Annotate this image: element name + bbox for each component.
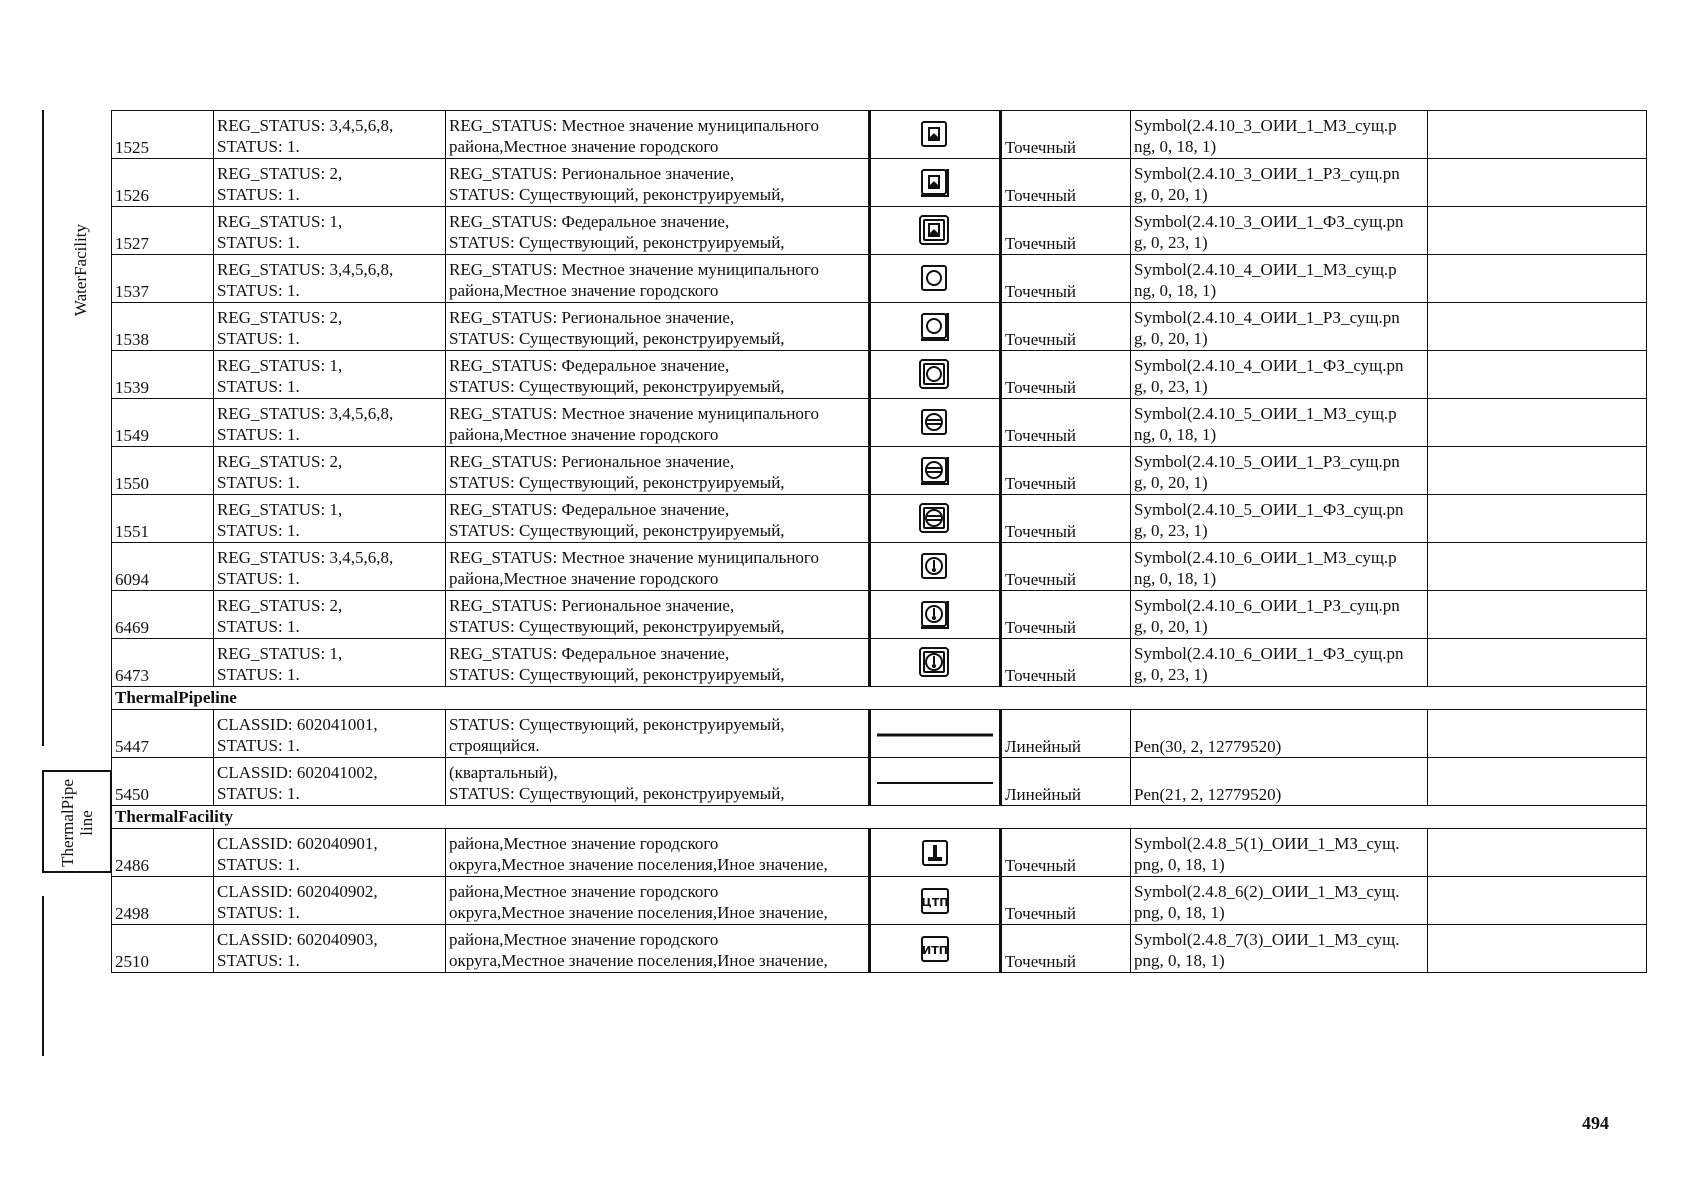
water-facility-6-local-icon <box>917 555 953 574</box>
description-line2: STATUS: Существующий, реконструируемый, <box>449 473 785 492</box>
row-id: 1537 <box>112 255 214 303</box>
style-line1: Symbol(2.4.10_6_ОИИ_1_РЗ_сущ.pn <box>1134 596 1400 615</box>
row-description <box>446 255 870 303</box>
table-row <box>112 495 1647 543</box>
svg-text:ИТП: ИТП <box>922 943 948 957</box>
row-description <box>446 543 870 591</box>
row-id: 5447 <box>112 710 214 758</box>
table-row <box>112 925 1647 973</box>
description-line1: района,Местное значение городского <box>449 834 719 853</box>
row-symbol <box>870 351 1001 399</box>
description-line2: района,Местное значение городского <box>449 425 719 444</box>
row-description <box>446 710 870 758</box>
water-facility-3-federal-icon <box>917 219 953 238</box>
thermal-facility-rows <box>112 829 1647 973</box>
thermal-pipe-label-line2: line <box>77 810 96 836</box>
row-description <box>446 207 870 255</box>
description-line1: REG_STATUS: Федеральное значение, <box>449 212 730 231</box>
row-id: 2510 <box>112 925 214 973</box>
condition-line1: REG_STATUS: 1, <box>217 644 343 663</box>
row-symbol <box>870 495 1001 543</box>
table-row <box>112 255 1647 303</box>
row-extra <box>1428 399 1647 447</box>
water-facility-5-federal-icon <box>917 507 953 526</box>
style-line1: Symbol(2.4.10_4_ОИИ_1_ФЗ_сущ.pn <box>1134 356 1404 375</box>
row-symbol <box>870 399 1001 447</box>
row-condition <box>214 111 446 159</box>
description-line1: (квартальный), <box>449 763 558 782</box>
condition-line2: STATUS: 1. <box>217 617 300 636</box>
description-line1: STATUS: Существующий, реконструируемый, <box>449 715 785 734</box>
row-extra <box>1428 351 1647 399</box>
row-extra <box>1428 591 1647 639</box>
condition-line2: STATUS: 1. <box>217 329 300 348</box>
row-symbol <box>870 303 1001 351</box>
description-line1: района,Местное значение городского <box>449 930 719 949</box>
row-id: 1549 <box>112 399 214 447</box>
description-line1: REG_STATUS: Федеральное значение, <box>449 500 730 519</box>
style-line1: Symbol(2.4.10_4_ОИИ_1_РЗ_сущ.pn <box>1134 308 1400 327</box>
row-geometry: Точечный <box>1001 591 1131 639</box>
row-id: 6473 <box>112 639 214 687</box>
description-line2: STATUS: Существующий, реконструируемый, <box>449 329 785 348</box>
description-line2: округа,Местное значение поселения,Иное значение, <box>449 903 828 922</box>
row-extra <box>1428 111 1647 159</box>
section-row-thermal-pipeline <box>112 687 1647 710</box>
style-line2: g, 0, 20, 1) <box>1134 617 1208 636</box>
description-line2: района,Местное значение городского <box>449 281 719 300</box>
description-line2: района,Местное значение городского <box>449 569 719 588</box>
condition-line1: REG_STATUS: 3,4,5,6,8, <box>217 548 394 567</box>
row-geometry: Точечный <box>1001 925 1131 973</box>
row-extra <box>1428 829 1647 877</box>
row-extra <box>1428 877 1647 925</box>
style-line2: g, 0, 23, 1) <box>1134 521 1208 540</box>
style-line1: Symbol(2.4.10_3_ОИИ_1_РЗ_сущ.pn <box>1134 164 1400 183</box>
row-symbol <box>870 829 1001 877</box>
description-line1: REG_STATUS: Местное значение муниципального <box>449 260 819 279</box>
row-symbol <box>870 710 1001 758</box>
condition-line1: REG_STATUS: 3,4,5,6,8, <box>217 404 394 423</box>
row-style <box>1131 591 1428 639</box>
water-facility-5-regional-icon <box>917 459 953 478</box>
row-condition <box>214 495 446 543</box>
thermal-pipe-label-line1: ThermalPipe <box>58 779 77 867</box>
row-extra <box>1428 710 1647 758</box>
description-line1: REG_STATUS: Региональное значение, <box>449 452 735 471</box>
row-description <box>446 495 870 543</box>
style-line2: g, 0, 20, 1) <box>1134 473 1208 492</box>
row-condition <box>214 710 446 758</box>
style-line1: Symbol(2.4.8_7(3)_ОИИ_1_МЗ_сущ. <box>1134 930 1400 949</box>
row-description <box>446 447 870 495</box>
description-line2: STATUS: Существующий, реконструируемый, <box>449 521 785 540</box>
description-line2: STATUS: Существующий, реконструируемый, <box>449 617 785 636</box>
condition-line2: STATUS: 1. <box>217 903 300 922</box>
condition-line1: REG_STATUS: 3,4,5,6,8, <box>217 260 394 279</box>
row-symbol <box>870 447 1001 495</box>
svg-text:ЦТП: ЦТП <box>921 895 949 909</box>
style-line2: png, 0, 18, 1) <box>1134 903 1225 922</box>
description-line1: REG_STATUS: Местное значение муниципального <box>449 548 819 567</box>
row-geometry: Точечный <box>1001 495 1131 543</box>
row-description <box>446 111 870 159</box>
style-line2: ng, 0, 18, 1) <box>1134 281 1217 300</box>
condition-line2: STATUS: 1. <box>217 951 300 970</box>
table-row <box>112 207 1647 255</box>
row-condition <box>214 351 446 399</box>
row-description <box>446 159 870 207</box>
row-condition <box>214 303 446 351</box>
row-symbol <box>870 591 1001 639</box>
condition-line2: STATUS: 1. <box>217 784 300 803</box>
thin-line-icon <box>875 771 995 790</box>
condition-line2: STATUS: 1. <box>217 425 300 444</box>
table-row <box>112 758 1647 806</box>
table-row <box>112 399 1647 447</box>
condition-line2: STATUS: 1. <box>217 473 300 492</box>
row-description <box>446 758 870 806</box>
water-facility-3-regional-icon <box>917 171 953 190</box>
row-geometry: Линейный <box>1001 758 1131 806</box>
row-id: 2498 <box>112 877 214 925</box>
table-row <box>112 591 1647 639</box>
row-style <box>1131 543 1428 591</box>
style-line2: g, 0, 23, 1) <box>1134 665 1208 684</box>
row-condition <box>214 591 446 639</box>
style-line1: Symbol(2.4.10_6_ОИИ_1_ФЗ_сущ.pn <box>1134 644 1404 663</box>
water-facility-group-label: WaterFacility <box>71 223 90 317</box>
row-extra <box>1428 543 1647 591</box>
row-geometry: Точечный <box>1001 255 1131 303</box>
table-row <box>112 447 1647 495</box>
condition-line1: REG_STATUS: 2, <box>217 308 343 327</box>
row-id: 6469 <box>112 591 214 639</box>
row-geometry: Точечный <box>1001 877 1131 925</box>
style-line2: png, 0, 18, 1) <box>1134 855 1225 874</box>
condition-line2: STATUS: 1. <box>217 137 300 156</box>
description-line2: района,Местное значение городского <box>449 137 719 156</box>
style-line2: ng, 0, 18, 1) <box>1134 137 1217 156</box>
condition-line2: STATUS: 1. <box>217 233 300 252</box>
table-row <box>112 351 1647 399</box>
description-line1: REG_STATUS: Федеральное значение, <box>449 356 730 375</box>
condition-line2: STATUS: 1. <box>217 736 300 755</box>
condition-line2: STATUS: 1. <box>217 855 300 874</box>
row-style <box>1131 207 1428 255</box>
row-id: 1539 <box>112 351 214 399</box>
row-description <box>446 877 870 925</box>
row-geometry: Точечный <box>1001 159 1131 207</box>
condition-line1: REG_STATUS: 1, <box>217 356 343 375</box>
row-geometry: Точечный <box>1001 447 1131 495</box>
row-style <box>1131 925 1428 973</box>
condition-line2: STATUS: 1. <box>217 185 300 204</box>
table-row <box>112 710 1647 758</box>
style-line2: g, 0, 20, 1) <box>1134 185 1208 204</box>
row-id: 2486 <box>112 829 214 877</box>
row-style <box>1131 303 1428 351</box>
row-style <box>1131 877 1428 925</box>
section-title-thermal-pipeline: ThermalPipeline <box>112 687 1647 710</box>
row-condition <box>214 877 446 925</box>
itp-icon <box>918 937 952 956</box>
condition-line1: REG_STATUS: 3,4,5,6,8, <box>217 116 394 135</box>
row-condition <box>214 639 446 687</box>
description-line1: REG_STATUS: Региональное значение, <box>449 164 735 183</box>
style-line1: Symbol(2.4.8_6(2)_ОИИ_1_МЗ_сущ. <box>1134 882 1400 901</box>
description-line1: REG_STATUS: Местное значение муниципального <box>449 404 819 423</box>
row-extra <box>1428 447 1647 495</box>
condition-line2: STATUS: 1. <box>217 377 300 396</box>
table-row <box>112 543 1647 591</box>
style-line2: png, 0, 18, 1) <box>1134 951 1225 970</box>
row-symbol <box>870 159 1001 207</box>
row-condition <box>214 447 446 495</box>
row-id: 1538 <box>112 303 214 351</box>
row-id: 1551 <box>112 495 214 543</box>
row-id: 1527 <box>112 207 214 255</box>
row-symbol <box>870 639 1001 687</box>
thermal-pipeline-rows <box>112 710 1647 806</box>
condition-line1: CLASSID: 602041001, <box>217 715 378 734</box>
water-facility-6-regional-icon <box>917 603 953 622</box>
row-style <box>1131 829 1428 877</box>
row-description <box>446 829 870 877</box>
row-extra <box>1428 495 1647 543</box>
style-line1: Symbol(2.4.8_5(1)_ОИИ_1_МЗ_сущ. <box>1134 834 1400 853</box>
water-facility-3-local-icon <box>917 123 953 142</box>
row-condition <box>214 399 446 447</box>
row-id: 5450 <box>112 758 214 806</box>
row-symbol <box>870 543 1001 591</box>
style-line1: Symbol(2.4.10_4_ОИИ_1_МЗ_сущ.p <box>1134 260 1397 279</box>
style-line2: g, 0, 20, 1) <box>1134 329 1208 348</box>
row-geometry: Точечный <box>1001 207 1131 255</box>
row-geometry: Точечный <box>1001 543 1131 591</box>
description-line1: REG_STATUS: Региональное значение, <box>449 596 735 615</box>
water-facility-5-local-icon <box>917 411 953 430</box>
boiler-house-icon <box>918 841 952 860</box>
table-row <box>112 303 1647 351</box>
water-facility-4-regional-icon <box>917 315 953 334</box>
table-row <box>112 877 1647 925</box>
row-symbol <box>870 207 1001 255</box>
row-condition <box>214 159 446 207</box>
row-extra <box>1428 303 1647 351</box>
description-line2: STATUS: Существующий, реконструируемый, <box>449 185 785 204</box>
row-extra <box>1428 255 1647 303</box>
condition-line2: STATUS: 1. <box>217 665 300 684</box>
row-extra <box>1428 159 1647 207</box>
condition-line2: STATUS: 1. <box>217 281 300 300</box>
row-description <box>446 639 870 687</box>
row-id: 1526 <box>112 159 214 207</box>
row-symbol <box>870 255 1001 303</box>
water-facility-4-local-icon <box>917 267 953 286</box>
style-line1: Symbol(2.4.10_3_ОИИ_1_МЗ_сущ.p <box>1134 116 1397 135</box>
row-style <box>1131 639 1428 687</box>
row-geometry: Точечный <box>1001 303 1131 351</box>
row-condition <box>214 255 446 303</box>
water-facility-group-line <box>42 110 44 746</box>
description-line2: округа,Местное значение поселения,Иное значение, <box>449 855 828 874</box>
row-geometry: Точечный <box>1001 639 1131 687</box>
row-extra <box>1428 925 1647 973</box>
style-line1: Symbol(2.4.10_3_ОИИ_1_ФЗ_сущ.pn <box>1134 212 1404 231</box>
row-style <box>1131 111 1428 159</box>
row-condition <box>214 543 446 591</box>
row-description <box>446 399 870 447</box>
thermal-pipe-group-label <box>58 773 96 873</box>
row-style <box>1131 159 1428 207</box>
row-symbol <box>870 877 1001 925</box>
row-id: 1525 <box>112 111 214 159</box>
description-line2: строящийся. <box>449 736 540 755</box>
row-geometry: Точечный <box>1001 111 1131 159</box>
description-line1: района,Местное значение городского <box>449 882 719 901</box>
description-line2: округа,Местное значение поселения,Иное значение, <box>449 951 828 970</box>
style-line1: Pen(30, 2, 12779520) <box>1134 737 1282 756</box>
style-line2: ng, 0, 18, 1) <box>1134 569 1217 588</box>
condition-line2: STATUS: 1. <box>217 569 300 588</box>
condition-line1: REG_STATUS: 1, <box>217 212 343 231</box>
row-extra <box>1428 207 1647 255</box>
condition-line2: STATUS: 1. <box>217 521 300 540</box>
thick-line-icon <box>875 723 995 742</box>
style-line1: Pen(21, 2, 12779520) <box>1134 785 1282 804</box>
page-number: 494 <box>1582 1113 1609 1133</box>
row-style <box>1131 710 1428 758</box>
row-style <box>1131 495 1428 543</box>
ctp-icon <box>918 889 952 908</box>
table-row <box>112 829 1647 877</box>
water-facility-6-federal-icon <box>917 651 953 670</box>
description-line1: REG_STATUS: Федеральное значение, <box>449 644 730 663</box>
row-condition <box>214 758 446 806</box>
condition-line1: REG_STATUS: 2, <box>217 596 343 615</box>
row-symbol <box>870 758 1001 806</box>
row-symbol <box>870 925 1001 973</box>
row-condition <box>214 207 446 255</box>
row-geometry: Точечный <box>1001 351 1131 399</box>
style-line1: Symbol(2.4.10_5_ОИИ_1_МЗ_сущ.p <box>1134 404 1397 423</box>
thermal-facility-group-line <box>42 896 44 1056</box>
water-facility-4-federal-icon <box>917 363 953 382</box>
row-description <box>446 925 870 973</box>
description-line1: REG_STATUS: Местное значение муниципального <box>449 116 819 135</box>
row-symbol <box>870 111 1001 159</box>
row-geometry: Точечный <box>1001 399 1131 447</box>
row-extra <box>1428 758 1647 806</box>
description-line2: STATUS: Существующий, реконструируемый, <box>449 377 785 396</box>
row-style <box>1131 255 1428 303</box>
row-style <box>1131 447 1428 495</box>
row-geometry: Линейный <box>1001 710 1131 758</box>
row-condition <box>214 925 446 973</box>
row-style <box>1131 758 1428 806</box>
row-condition <box>214 829 446 877</box>
style-line1: Symbol(2.4.10_6_ОИИ_1_МЗ_сущ.p <box>1134 548 1397 567</box>
condition-line1: CLASSID: 602040901, <box>217 834 378 853</box>
row-id: 6094 <box>112 543 214 591</box>
description-line2: STATUS: Существующий, реконструируемый, <box>449 784 785 803</box>
row-id: 1550 <box>112 447 214 495</box>
description-line2: STATUS: Существующий, реконструируемый, <box>449 665 785 684</box>
style-line1: Symbol(2.4.10_5_ОИИ_1_РЗ_сущ.pn <box>1134 452 1400 471</box>
condition-line1: CLASSID: 602040902, <box>217 882 378 901</box>
legend-table <box>111 110 1647 973</box>
section-row-thermal-facility <box>112 806 1647 829</box>
row-description <box>446 303 870 351</box>
condition-line1: CLASSID: 602041002, <box>217 763 378 782</box>
table-row <box>112 639 1647 687</box>
row-description <box>446 351 870 399</box>
style-line1: Symbol(2.4.10_5_ОИИ_1_ФЗ_сущ.pn <box>1134 500 1404 519</box>
table-row <box>112 159 1647 207</box>
row-extra <box>1428 639 1647 687</box>
row-geometry: Точечный <box>1001 829 1131 877</box>
description-line2: STATUS: Существующий, реконструируемый, <box>449 233 785 252</box>
style-line2: g, 0, 23, 1) <box>1134 377 1208 396</box>
row-style <box>1131 399 1428 447</box>
description-line1: REG_STATUS: Региональное значение, <box>449 308 735 327</box>
row-style <box>1131 351 1428 399</box>
section-title-thermal-facility: ThermalFacility <box>112 806 1647 829</box>
table-row <box>112 111 1647 159</box>
condition-line1: CLASSID: 602040903, <box>217 930 378 949</box>
style-line2: g, 0, 23, 1) <box>1134 233 1208 252</box>
condition-line1: REG_STATUS: 1, <box>217 500 343 519</box>
condition-line1: REG_STATUS: 2, <box>217 452 343 471</box>
condition-line1: REG_STATUS: 2, <box>217 164 343 183</box>
water-facility-rows <box>112 111 1647 687</box>
row-description <box>446 591 870 639</box>
style-line2: ng, 0, 18, 1) <box>1134 425 1217 444</box>
